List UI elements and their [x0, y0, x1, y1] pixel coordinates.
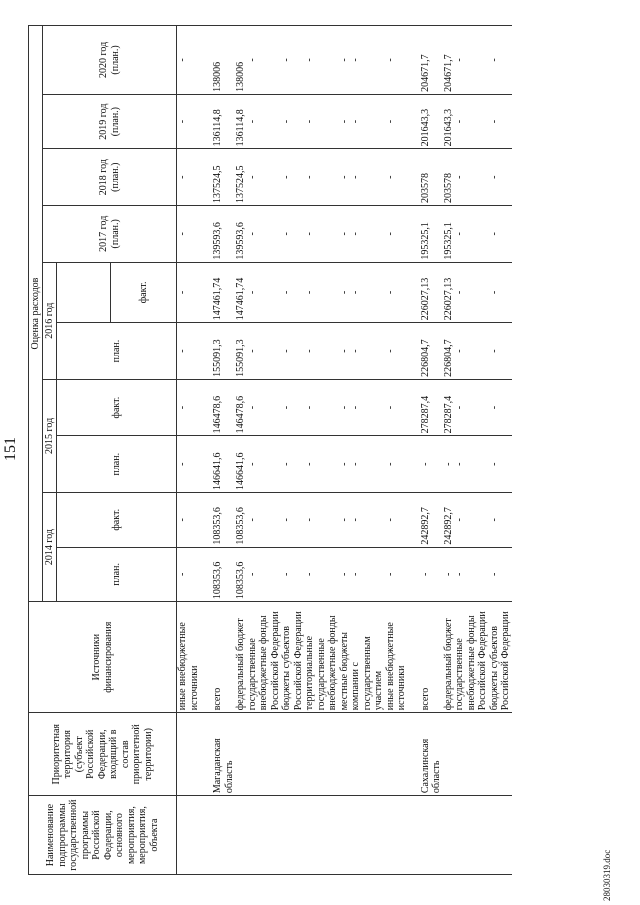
program-cell — [443, 796, 455, 875]
value-cell: - — [339, 149, 351, 206]
source-cell: территориальные государственные внебюджетные фонды — [304, 602, 339, 713]
value-cell: 146641,6 — [200, 436, 235, 493]
value-cell: - — [454, 26, 489, 95]
value-cell: - — [489, 149, 512, 206]
value-cell: - — [304, 547, 339, 602]
territory-cell — [339, 713, 351, 796]
value-cell: - — [454, 436, 489, 493]
value-cell: 195325,1 — [408, 206, 443, 263]
value-cell: - — [247, 323, 282, 380]
program-cell — [350, 796, 385, 875]
value-cell: 203578 — [408, 149, 443, 206]
table-row — [350, 26, 385, 875]
value-cell: - — [350, 94, 385, 149]
header-2016-fact: факт. — [111, 262, 177, 323]
value-cell: 226027,13 — [408, 262, 443, 323]
value-cell: - — [281, 26, 304, 95]
value-cell: - — [281, 206, 304, 263]
header-sources: Источники финансирования — [29, 602, 177, 713]
value-cell: 108353,6 — [235, 547, 247, 602]
header-year-2014: 2014 год — [43, 493, 57, 602]
program-cell — [200, 796, 235, 875]
value-cell: - — [350, 493, 385, 548]
value-cell: 204671,7 — [443, 26, 455, 95]
value-cell: 138006 — [235, 26, 247, 95]
value-cell: 108353,6 — [200, 493, 235, 548]
territory-cell — [454, 713, 489, 796]
source-cell: иные внебюджетные источники — [385, 602, 408, 713]
value-cell: - — [489, 206, 512, 263]
value-cell: 108353,6 — [235, 493, 247, 548]
value-cell: - — [454, 94, 489, 149]
value-cell: - — [350, 26, 385, 95]
value-cell: - — [281, 436, 304, 493]
territory-cell — [177, 713, 201, 796]
value-cell: - — [339, 323, 351, 380]
value-cell: 108353,6 — [200, 547, 235, 602]
territory-cell — [304, 713, 339, 796]
value-cell: - — [339, 547, 351, 602]
value-cell: - — [247, 206, 282, 263]
value-cell: 138006 — [200, 26, 235, 95]
value-cell: - — [489, 379, 512, 436]
value-cell: - — [489, 26, 512, 95]
value-cell: - — [489, 547, 512, 602]
value-cell: - — [177, 26, 201, 95]
value-cell: - — [489, 262, 512, 323]
source-cell: государственные внебюджетные фонды Российской Федерации — [247, 602, 282, 713]
value-cell: 146641,6 — [235, 436, 247, 493]
value-cell: 203578 — [443, 149, 455, 206]
program-cell — [177, 796, 201, 875]
value-cell: - — [385, 262, 408, 323]
value-cell: - — [247, 26, 282, 95]
value-cell: - — [304, 379, 339, 436]
value-cell: - — [350, 262, 385, 323]
value-cell: - — [304, 26, 339, 95]
value-cell: - — [177, 149, 201, 206]
value-cell: - — [454, 547, 489, 602]
program-cell — [454, 796, 489, 875]
value-cell: 155091,3 — [200, 323, 235, 380]
value-cell: - — [350, 379, 385, 436]
value-cell: 242892,7 — [443, 493, 455, 548]
header-year-2016: 2016 год — [43, 262, 57, 379]
value-cell: - — [177, 206, 201, 263]
value-cell: - — [385, 436, 408, 493]
value-cell: - — [177, 379, 201, 436]
value-cell: - — [443, 436, 455, 493]
value-cell: 155091,3 — [235, 323, 247, 380]
source-cell: всего — [200, 602, 235, 713]
table-row — [235, 26, 247, 875]
header-year-2015: 2015 год — [43, 379, 57, 492]
value-cell: - — [350, 206, 385, 263]
value-cell: - — [177, 547, 201, 602]
value-cell: - — [489, 94, 512, 149]
source-cell: бюджеты субъектов Российской Федерации — [281, 602, 304, 713]
value-cell: 195325,1 — [443, 206, 455, 263]
value-cell: - — [177, 94, 201, 149]
value-cell: - — [247, 262, 282, 323]
value-cell: 136114,8 — [235, 94, 247, 149]
value-cell: - — [304, 94, 339, 149]
value-cell: - — [385, 94, 408, 149]
territory-cell — [443, 713, 455, 796]
value-cell: - — [385, 493, 408, 548]
value-cell: - — [304, 436, 339, 493]
territory-cell — [247, 713, 282, 796]
value-cell: - — [408, 436, 443, 493]
value-cell: - — [339, 262, 351, 323]
table-row — [443, 26, 455, 875]
value-cell: - — [454, 493, 489, 548]
territory-cell — [489, 713, 512, 796]
value-cell: - — [489, 323, 512, 380]
value-cell: - — [304, 323, 339, 380]
value-cell: - — [304, 206, 339, 263]
value-cell: - — [339, 436, 351, 493]
value-cell: - — [408, 547, 443, 602]
value-cell: - — [339, 206, 351, 263]
header-2016-plan: план. — [57, 323, 177, 380]
program-cell — [489, 796, 512, 875]
value-cell: - — [281, 262, 304, 323]
header-2015-plan: план. — [57, 436, 177, 493]
source-cell: иные внебюджетные источники — [177, 602, 201, 713]
table-row — [247, 26, 282, 875]
value-cell: - — [350, 323, 385, 380]
territory-cell: Магаданская область — [200, 713, 235, 796]
value-cell: - — [247, 493, 282, 548]
table-row — [339, 26, 351, 875]
value-cell: - — [281, 323, 304, 380]
value-cell: - — [247, 149, 282, 206]
table-row — [200, 26, 235, 875]
value-cell: - — [339, 379, 351, 436]
value-cell: 201643,3 — [443, 94, 455, 149]
value-cell: - — [454, 262, 489, 323]
program-cell — [235, 796, 247, 875]
value-cell: - — [385, 206, 408, 263]
header-year-2018: 2018 год (план.) — [43, 149, 177, 206]
value-cell: - — [385, 379, 408, 436]
value-cell: - — [247, 379, 282, 436]
value-cell: 278287,4 — [408, 379, 443, 436]
value-cell: - — [454, 206, 489, 263]
value-cell: - — [350, 149, 385, 206]
value-cell: - — [339, 493, 351, 548]
table-row — [304, 26, 339, 875]
table-row — [385, 26, 408, 875]
program-cell — [304, 796, 339, 875]
value-cell: - — [247, 94, 282, 149]
header-year-2020: 2020 год (план.) — [43, 26, 177, 95]
value-cell: - — [304, 493, 339, 548]
source-cell: всего — [408, 602, 443, 713]
value-cell: - — [339, 94, 351, 149]
table-row — [281, 26, 304, 875]
value-cell: - — [385, 547, 408, 602]
value-cell: - — [304, 262, 339, 323]
value-cell: 204671,7 — [408, 26, 443, 95]
value-cell: 137524,5 — [235, 149, 247, 206]
table-row — [408, 26, 443, 875]
header-2014-plan: план. — [57, 547, 177, 602]
header-year-2017: 2017 год (план.) — [43, 206, 177, 263]
value-cell: - — [350, 436, 385, 493]
value-cell: - — [489, 436, 512, 493]
value-cell: 201643,3 — [408, 94, 443, 149]
header-year-2019: 2019 год (план.) — [43, 94, 177, 149]
value-cell: 226804,7 — [443, 323, 455, 380]
value-cell: - — [304, 149, 339, 206]
program-cell — [339, 796, 351, 875]
value-cell: - — [385, 149, 408, 206]
table-row — [454, 26, 489, 875]
territory-cell: Сахалинская область — [408, 713, 443, 796]
value-cell: - — [177, 262, 201, 323]
document-id: 28030319.doc — [602, 849, 612, 901]
value-cell: 147461,74 — [200, 262, 235, 323]
value-cell: - — [385, 323, 408, 380]
source-cell: федеральный бюджет — [235, 602, 247, 713]
value-cell: 226804,7 — [408, 323, 443, 380]
source-cell: местные бюджеты — [339, 602, 351, 713]
value-cell: 226027,13 — [443, 262, 455, 323]
value-cell: - — [385, 26, 408, 95]
value-cell: 139593,6 — [200, 206, 235, 263]
value-cell: 278287,4 — [443, 379, 455, 436]
value-cell: - — [454, 323, 489, 380]
header-program: Наименование подпрограммы государственной программы Российской Федерации, основного мероприятия, мероприятия, объекта — [29, 796, 177, 875]
header-2014-fact: факт. — [57, 493, 177, 548]
value-cell: - — [281, 493, 304, 548]
header-2015-fact: факт. — [57, 379, 177, 436]
value-cell: 137524,5 — [200, 149, 235, 206]
value-cell: - — [454, 379, 489, 436]
table-row — [177, 26, 201, 875]
value-cell: 136114,8 — [200, 94, 235, 149]
program-cell — [247, 796, 282, 875]
value-cell: - — [281, 94, 304, 149]
value-cell: - — [454, 149, 489, 206]
value-cell: - — [177, 493, 201, 548]
value-cell: 146478,6 — [235, 379, 247, 436]
header-2016-fact-spacer — [57, 262, 111, 323]
table-row — [489, 26, 512, 875]
value-cell: - — [247, 547, 282, 602]
source-cell: федеральный бюджет — [443, 602, 455, 713]
value-cell: - — [281, 379, 304, 436]
expenditure-table — [28, 25, 512, 875]
territory-cell — [385, 713, 408, 796]
value-cell: - — [443, 547, 455, 602]
source-cell: бюджеты субъектов Российской Федерации — [489, 602, 512, 713]
header-expense-estimate: Оценка расходов — [29, 26, 43, 602]
page-number: 151 — [2, 437, 19, 461]
value-cell: - — [281, 149, 304, 206]
territory-cell — [235, 713, 247, 796]
program-cell — [408, 796, 443, 875]
value-cell: 242892,7 — [408, 493, 443, 548]
value-cell: - — [247, 436, 282, 493]
value-cell: - — [339, 26, 351, 95]
value-cell: - — [281, 547, 304, 602]
header-territory: Приоритетная территория (субъект Российской Федерации, входящий в состав приоритетной территории) — [29, 713, 177, 796]
territory-cell — [281, 713, 304, 796]
value-cell: - — [177, 436, 201, 493]
value-cell: - — [177, 323, 201, 380]
source-cell: государственные внебюджетные фонды Российской Федерации — [454, 602, 489, 713]
program-cell — [385, 796, 408, 875]
value-cell: - — [489, 493, 512, 548]
territory-cell — [350, 713, 385, 796]
value-cell: - — [350, 547, 385, 602]
source-cell: компании с государственным участием — [350, 602, 385, 713]
value-cell: 139593,6 — [235, 206, 247, 263]
value-cell: 146478,6 — [200, 379, 235, 436]
program-cell — [281, 796, 304, 875]
value-cell: 147461,74 — [235, 262, 247, 323]
